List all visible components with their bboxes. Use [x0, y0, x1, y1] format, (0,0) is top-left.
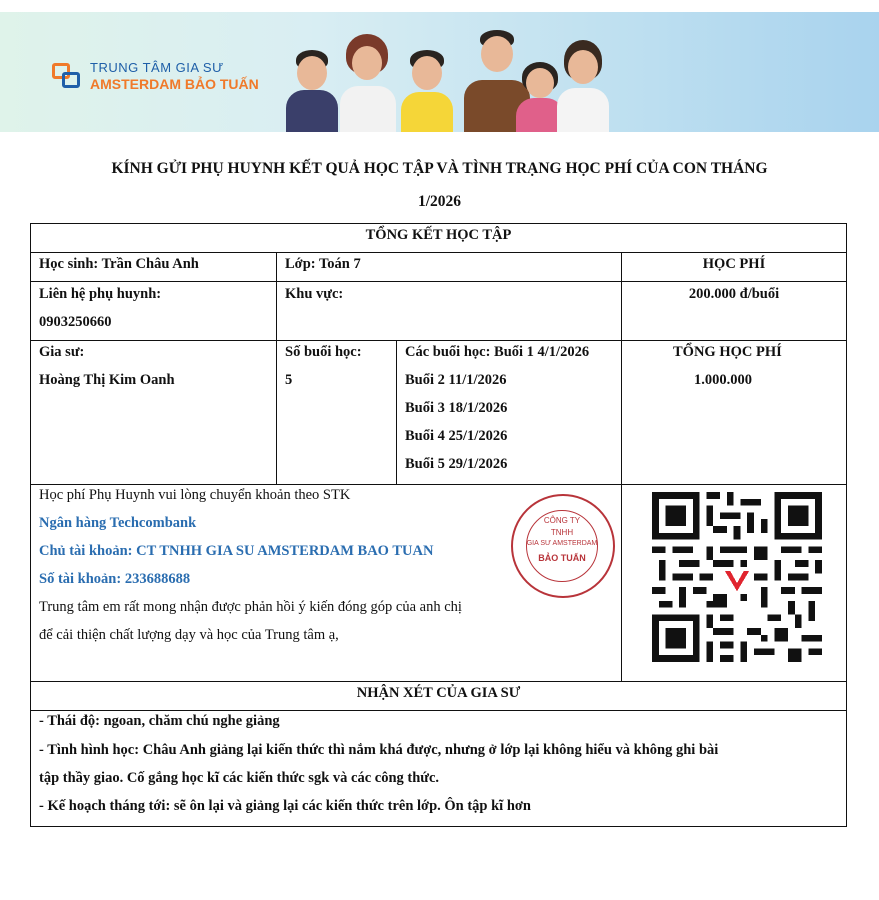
session-date: Các buổi học: Buổi 1 4/1/2026	[405, 344, 590, 360]
person-figure	[334, 32, 400, 132]
sessions-count: 5	[285, 372, 293, 388]
header-banner	[0, 12, 879, 132]
company-stamp	[503, 486, 621, 606]
class-name: Lớp: Toán 7	[285, 256, 361, 272]
page-title-month: 1/2026	[417, 193, 462, 210]
payment-instruction: Học phí Phụ Huynh vui lòng chuyển khoản theo STK	[39, 487, 351, 503]
tutor-label: Gia sư:	[39, 344, 85, 360]
payment-qr-code	[652, 492, 822, 662]
comment-line: - Tình hình học: Châu Anh giảng lại kiến thức thì nắm khá được, nhưng ở lớp lại không hiểu và không ghi bài	[39, 742, 719, 758]
student-name: Học sinh: Trần Châu Anh	[39, 256, 199, 272]
logo-line1: TRUNG TÂM GIA SƯ	[90, 60, 224, 75]
account-number: Số tài khoản: 233688688	[39, 571, 191, 587]
logo-icon	[52, 63, 82, 89]
center-logo	[52, 60, 259, 92]
session-date: Buổi 5 29/1/2026	[405, 456, 508, 472]
logo-line2: AMSTERDAM BẢO TUẤN	[90, 76, 259, 92]
comments-header: NHẬN XÉT CỦA GIA SƯ	[356, 685, 521, 701]
fee-per-session: 200.000 đ/buổi	[688, 286, 780, 302]
fee-header: HỌC PHÍ	[702, 256, 766, 272]
session-date: Buổi 3 18/1/2026	[405, 400, 508, 416]
comment-line: - Kế hoạch tháng tới: sẽ ôn lại và giảng lại các kiến thức trên lớp. Ôn tập kĩ hơn	[39, 798, 531, 814]
parent-contact-label: Liên hệ phụ huynh:	[39, 286, 162, 302]
stamp-text: GIA SƯ AMSTERDAM	[526, 540, 598, 547]
total-fee-label: TỔNG HỌC PHÍ	[673, 344, 782, 360]
stamp-text: BẢO TUẤN	[538, 553, 586, 563]
account-owner: Chủ tài khoản: CT TNHH GIA SU AMSTERDAM BAO TUAN	[39, 543, 434, 559]
parent-phone: 0903250660	[39, 314, 112, 330]
stamp-text: CÔNG TY	[543, 516, 581, 525]
stamp-text: TNHH	[550, 528, 574, 537]
person-figure	[552, 36, 614, 132]
summary-header: TỔNG KẾT HỌC TẬP	[365, 227, 512, 243]
banner-photo	[272, 30, 612, 132]
total-fee-value: 1.000.000	[694, 372, 752, 388]
feedback-request-cont: để cải thiện chất lượng dạy và học của Trung tâm ạ,	[39, 627, 339, 643]
page-title: KÍNH GỬI PHỤ HUYNH KẾT QUẢ HỌC TẬP VÀ TÌNH TRẠNG HỌC PHÍ CỦA CON THÁNG	[111, 160, 768, 177]
session-date: Buổi 4 25/1/2026	[405, 428, 508, 444]
tutor-name: Hoàng Thị Kim Oanh	[39, 372, 175, 388]
comment-line: tập thầy giao. Cố gắng học kĩ các kiến thức sgk và các công thức.	[39, 770, 440, 786]
person-figure	[396, 44, 458, 132]
bank-name: Ngân hàng Techcombank	[39, 515, 197, 531]
comment-line: - Thái độ: ngoan, chăm chú nghe giảng	[39, 713, 280, 729]
feedback-request: Trung tâm em rất mong nhận được phản hồi ý kiến đóng góp của anh chị	[39, 599, 462, 615]
person-figure	[282, 42, 342, 132]
area-label: Khu vực:	[285, 286, 344, 302]
sessions-label: Số buổi học:	[285, 344, 362, 360]
session-date: Buổi 2 11/1/2026	[405, 372, 507, 388]
